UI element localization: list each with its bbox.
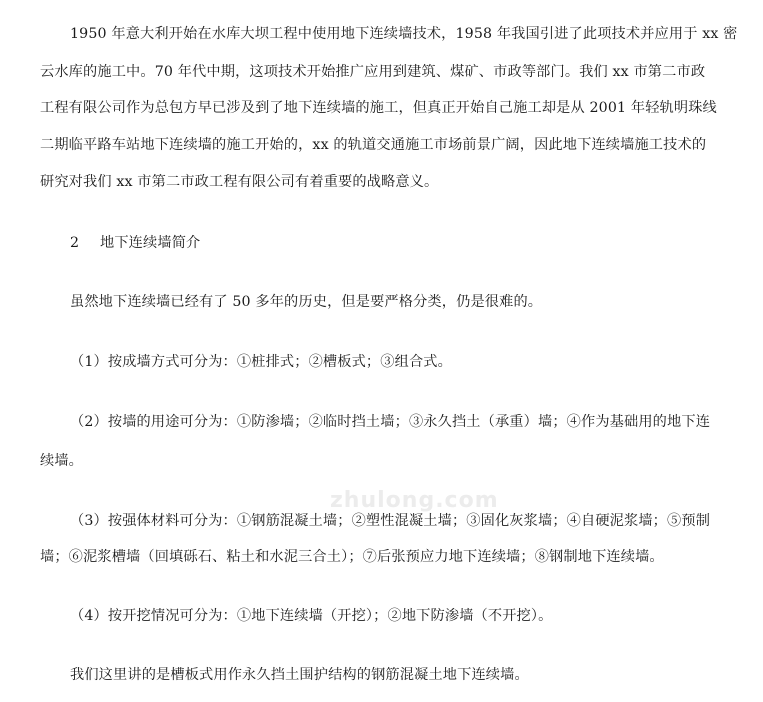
classification-item-2-line-2: 续墙。: [40, 453, 84, 469]
intro-line-3: 工程有限公司作为总包方早已涉及到了地下连续墙的施工，但真正开始自己施工却是从 2001 年轻轨明珠线: [40, 100, 717, 116]
section-heading: [70, 233, 200, 253]
section-title: 地下连续墙简介: [100, 235, 201, 251]
watermark: zhulong.com: [330, 488, 499, 513]
classification-item-3-line-2: 墙；⑥泥浆槽墙（回填砾石、粘土和水泥三合土）；⑦后张预应力地下连续墙；⑧钢制地下连续墙。: [40, 549, 664, 565]
history-paragraph: 虽然地下连续墙已经有了 50 多年的历史，但是要严格分类，仍是很难的。: [70, 294, 543, 310]
classification-item-3-line-1: （3）按强体材料可分为：①钢筋混凝土墙；②塑性混凝土墙；③固化灰浆墙；④自硬泥浆墙；⑤预制: [70, 513, 711, 529]
classification-item-1: （1）按成墙方式可分为：①桩排式；②槽板式；③组合式。: [70, 354, 452, 370]
intro-line-4: 二期临平路车站地下连续墙的施工开始的，xx 的轨道交通施工市场前景广阔，因此地下连续墙施工技术的: [40, 137, 707, 153]
closing-paragraph: 我们这里讲的是槽板式用作永久挡土围护结构的钢筋混凝土地下连续墙。: [70, 667, 529, 683]
classification-item-4: （4）按开挖情况可分为：①地下连续墙（开挖）；②地下防渗墙（不开挖）。: [70, 608, 553, 624]
intro-line-1: 1950 年意大利开始在水库大坝工程中使用地下连续墙技术，1958 年我国引进了此项技术并应用于 xx 密: [70, 26, 738, 42]
intro-line-2: 云水库的施工中。70 年代中期，这项技术开始推广应用到建筑、煤矿、市政等部门。我们 xx 市第二市政: [40, 64, 706, 80]
intro-line-5: 研究对我们 xx 市第二市政工程有限公司有着重要的战略意义。: [40, 174, 439, 190]
section-number: 2: [70, 235, 80, 251]
classification-item-2-line-1: （2）按墙的用途可分为：①防渗墙；②临时挡土墙；③永久挡土（承重）墙；④作为基础用的地下连: [70, 414, 711, 430]
